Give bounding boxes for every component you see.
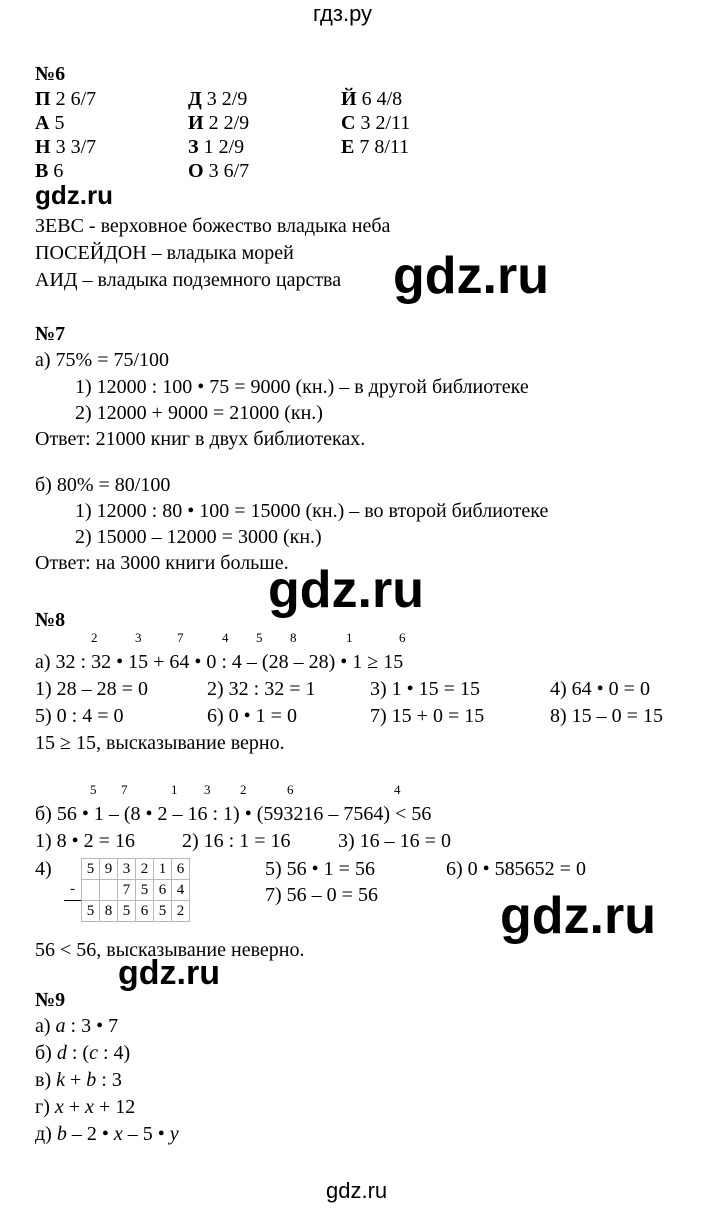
watermark: gdz.ru	[500, 887, 656, 945]
digit: 6	[136, 901, 154, 922]
digit: 5	[82, 859, 100, 880]
task8-step: 6) 0 • 585652 = 0	[446, 858, 586, 880]
task9-item: г) x + x + 12	[35, 1096, 136, 1118]
digit: 2	[172, 901, 190, 922]
task7-line: 1) 12000 : 80 • 100 = 15000 (кн.) – во второй библиотеке	[75, 500, 549, 522]
order-number: 4	[394, 782, 401, 797]
task6-item: З 1 2/9	[188, 136, 245, 158]
task8-step: 4) 64 • 0 = 0	[550, 678, 650, 700]
task7-line: 2) 15000 – 12000 = 3000 (кн.)	[75, 526, 322, 548]
task8-step: 4)	[35, 858, 52, 880]
order-number: 6	[399, 630, 406, 645]
task9-item: а) a : 3 • 7	[35, 1015, 119, 1037]
order-number: 5	[256, 630, 263, 645]
digit: 5	[82, 901, 100, 922]
task6-item: В 6	[35, 160, 64, 182]
watermark: gdz.ru	[393, 247, 549, 305]
task6-item: Е 7 8/11	[341, 136, 410, 158]
order-number: 6	[287, 782, 294, 797]
task9-item: б) d : (c : 4)	[35, 1042, 131, 1064]
task8-step: 2) 32 : 32 = 1	[207, 678, 316, 700]
order-number: 8	[290, 630, 297, 645]
minus-sign: -	[70, 881, 75, 898]
task7-line: 2) 12000 + 9000 = 21000 (кн.)	[75, 402, 323, 424]
task8-step: 8) 15 – 0 = 15	[550, 705, 663, 727]
task8-conclusion: 15 ≥ 15, высказывание верно.	[35, 732, 285, 754]
digit	[100, 880, 118, 901]
digit: 5	[118, 901, 136, 922]
watermark: gdz.ru	[118, 954, 220, 992]
digit: 3	[118, 859, 136, 880]
watermark: gdz.ru	[35, 180, 113, 210]
task8-step: 7) 15 + 0 = 15	[370, 705, 485, 727]
task8-step: 1) 28 – 28 = 0	[35, 678, 148, 700]
task8-step: 3) 1 • 15 = 15	[370, 678, 480, 700]
task6-item: Н 3 3/7	[35, 136, 97, 158]
watermark: gdz.ru	[268, 561, 424, 619]
digit: 2	[136, 859, 154, 880]
footer-watermark: gdz.ru	[326, 1178, 388, 1203]
task6-line: ЗЕВС - верховное божество владыка неба	[35, 215, 391, 237]
digit: 5	[154, 901, 172, 922]
order-number: 5	[90, 782, 97, 797]
task6-item: О 3 6/7	[188, 160, 250, 182]
task7-line: 1) 12000 : 100 • 75 = 9000 (кн.) – в другой библиотеке	[75, 376, 529, 398]
site-header: гдз.ру	[313, 1, 373, 26]
task7-line: а) 75% = 75/100	[35, 349, 170, 371]
order-number: 2	[240, 782, 247, 797]
column-subtraction	[64, 858, 190, 922]
task6-item: С 3 2/11	[341, 112, 411, 134]
task7-title: №7	[35, 323, 66, 345]
task6-item: Д 3 2/9	[188, 88, 248, 110]
order-number: 3	[204, 782, 211, 797]
task6-title: №6	[35, 63, 66, 85]
order-number: 7	[177, 630, 184, 645]
order-number: 1	[171, 782, 178, 797]
task8-expression: а) 32 : 32 • 15 + 64 • 0 : 4 – (28 – 28) • 1 ≥ 15	[35, 651, 404, 673]
task8-step: 6) 0 • 1 = 0	[207, 705, 297, 727]
digit: 6	[154, 880, 172, 901]
task8-title: №8	[35, 609, 66, 631]
order-number: 7	[121, 782, 128, 797]
digit: 7	[118, 880, 136, 901]
task9-item: в) k + b : 3	[35, 1069, 122, 1091]
task7-answer: Ответ: 21000 книг в двух библиотеках.	[35, 428, 366, 450]
digit: 4	[172, 880, 190, 901]
task6-item: И 2 2/9	[188, 112, 250, 134]
task9-title: №9	[35, 989, 66, 1011]
task8-step: 3) 16 – 16 = 0	[338, 830, 451, 852]
task6-item: П 2 6/7	[35, 88, 97, 110]
digit: 5	[136, 880, 154, 901]
task8-conclusion: 56 < 56, высказывание неверно.	[35, 939, 305, 961]
order-number: 1	[346, 630, 353, 645]
order-number: 4	[222, 630, 229, 645]
task7-answer: Ответ: на 3000 книги больше.	[35, 552, 289, 574]
task8-step: 1) 8 • 2 = 16	[35, 830, 135, 852]
task6-line: ПОСЕЙДОН – владыка морей	[35, 242, 294, 264]
task7-line: б) 80% = 80/100	[35, 474, 171, 496]
task8-step: 5) 0 : 4 = 0	[35, 705, 124, 727]
task6-item: Й 6 4/8	[341, 88, 403, 110]
digit: 9	[100, 859, 118, 880]
digit: 8	[100, 901, 118, 922]
order-number: 3	[135, 630, 142, 645]
task6-line: АИД – владыка подземного царства	[35, 269, 342, 291]
task9-item: д) b – 2 • x – 5 • y	[35, 1123, 179, 1145]
task8-step: 2) 16 : 1 = 16	[182, 830, 291, 852]
task8-step: 5) 56 • 1 = 56	[265, 858, 375, 880]
order-number: 2	[91, 630, 98, 645]
task6-item: А 5	[35, 112, 65, 134]
task8-step: 7) 56 – 0 = 56	[265, 884, 378, 906]
digit	[82, 880, 100, 901]
digit: 6	[172, 859, 190, 880]
digit: 1	[154, 859, 172, 880]
task8-expression: б) 56 • 1 – (8 • 2 – 16 : 1) • (593216 – 7564) < 56	[35, 803, 432, 825]
